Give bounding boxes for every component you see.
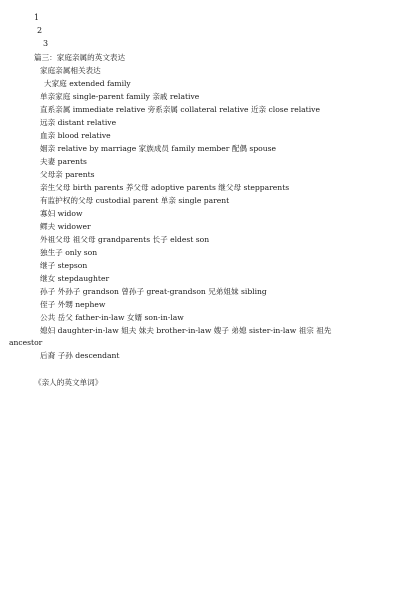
term-line: 夫妻 parents bbox=[40, 157, 87, 166]
page-number-2: 2 bbox=[37, 26, 43, 35]
term-line: 公共 岳父 father-in-law 女婿 son-in-law bbox=[40, 313, 184, 322]
page-number-1: 1 bbox=[34, 13, 40, 22]
term-line: 媳妇 daughter-in-law 姐夫 妹夫 brother-in-law 嫂子 弟媳 sister-in-law 祖宗 祖先 bbox=[40, 326, 332, 335]
term-line: 血亲 blood relative bbox=[40, 131, 111, 140]
term-line: 外祖父母 祖父母 grandparents 长子 eldest son bbox=[40, 235, 210, 244]
term-line: 继女 stepdaughter bbox=[40, 274, 110, 283]
term-line: 独生子 only son bbox=[40, 248, 98, 257]
term-line: 寡妇 widow bbox=[40, 209, 83, 218]
term-line: 继子 stepson bbox=[40, 261, 88, 270]
term-line: 孙子 外孙子 grandson 曾孙子 great-grandson 兄弟姐妹 sibling bbox=[40, 287, 267, 296]
term-line: 远亲 distant relative bbox=[40, 118, 117, 127]
section-subtitle: 家庭亲属相关表达 bbox=[40, 66, 101, 75]
term-line: 鳏夫 widower bbox=[40, 222, 91, 231]
section-title: 篇三：家庭亲属的英文表达 bbox=[34, 53, 126, 62]
term-line: 大家庭 extended family bbox=[44, 79, 131, 88]
footer-title: 《亲人的英文单词》 bbox=[34, 378, 103, 387]
term-line: 父母亲 parents bbox=[40, 170, 95, 179]
term-line: 直系亲属 immediate relative 旁系亲属 collateral relative 近亲 close relative bbox=[40, 105, 320, 114]
term-line: 姻亲 relative by marriage 家族成员 family member 配偶 spouse bbox=[40, 144, 277, 153]
page-number-3: 3 bbox=[43, 39, 49, 48]
term-line: 单亲家庭 single-parent family 亲戚 relative bbox=[40, 92, 200, 101]
term-line: 亲生父母 birth parents 养父母 adoptive parents 继父母 stepparents bbox=[40, 183, 290, 192]
term-line: 后裔 子孙 descendant bbox=[40, 351, 120, 360]
term-line-wrap: ancestor bbox=[9, 338, 43, 347]
term-line: 侄子 外甥 nephew bbox=[40, 300, 106, 309]
term-line: 有监护权的父母 custodial parent 单亲 single parent bbox=[40, 196, 230, 205]
